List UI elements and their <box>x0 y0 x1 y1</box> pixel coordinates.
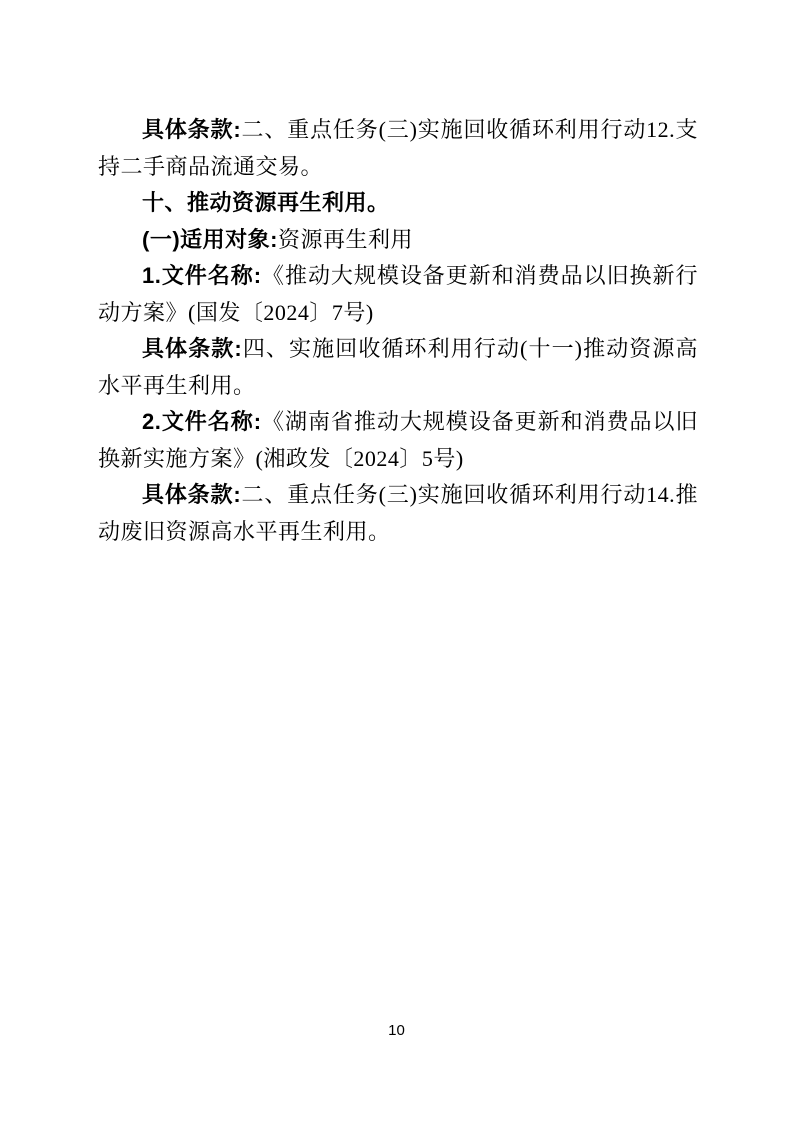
clause-label: 具体条款: <box>142 336 243 361</box>
file-name-2-text: 《湖南省推动大规模设备更新和消费品以旧换新实施方案》(湘政发〔2024〕5号) <box>98 409 698 471</box>
section-heading <box>98 185 698 222</box>
applicable-target-label: (一)适用对象: <box>142 226 278 252</box>
clause-label: 具体条款: <box>142 482 242 507</box>
page-number: 10 <box>388 1022 405 1039</box>
document-body <box>98 112 698 550</box>
file-name-1-label: 1.文件名称: <box>142 263 262 288</box>
clause-text: 二、重点任务(三)实施回收循环利用行动14.推动废旧资源高水平再生利用。 <box>98 482 699 544</box>
file-name-2-label: 2.文件名称: <box>142 409 262 434</box>
section-heading-text: 十、推动资源再生利用。 <box>142 190 390 215</box>
paragraph-file-name-2 <box>98 404 698 477</box>
paragraph-file-name-1 <box>98 258 698 331</box>
file-name-1-text: 《推动大规模设备更新和消费品以旧换新行动方案》(国发〔2024〕7号) <box>98 263 698 325</box>
paragraph-clause <box>98 331 698 404</box>
clause-text: 二、重点任务(三)实施回收循环利用行动12.支持二手商品流通交易。 <box>98 117 699 179</box>
paragraph-applicable-target <box>98 222 698 259</box>
clause-label: 具体条款: <box>142 117 242 142</box>
clause-text: 四、实施回收循环利用行动(十一)推动资源高水平再生利用。 <box>98 336 699 398</box>
paragraph-clause <box>98 477 698 550</box>
paragraph-clause <box>98 112 698 185</box>
applicable-target-text: 资源再生利用 <box>277 226 413 252</box>
